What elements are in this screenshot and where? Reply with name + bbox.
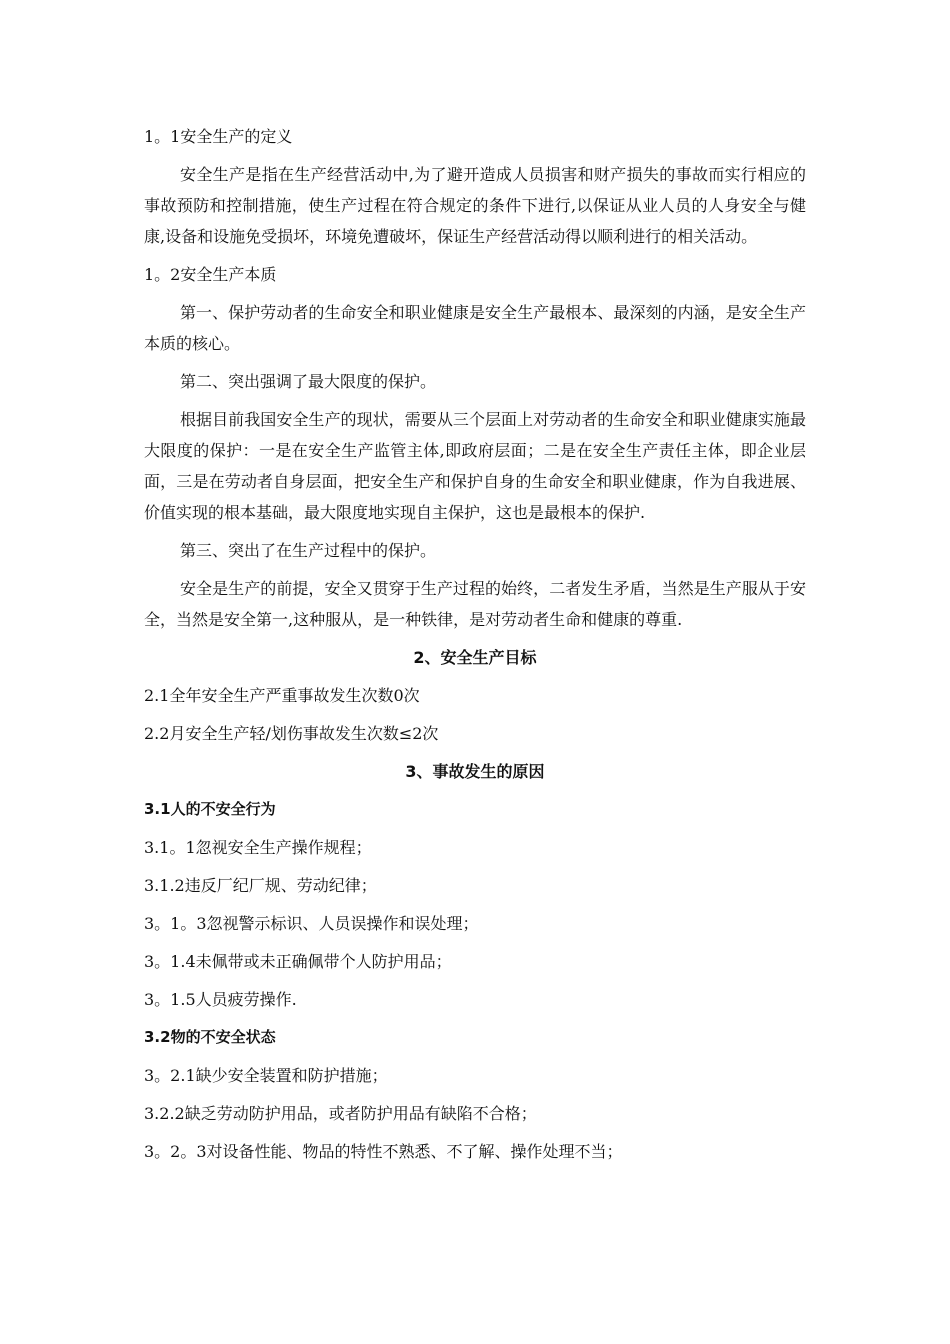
section-1-2-paragraph-1: 第一、保护劳动者的生命安全和职业健康是安全生产最根本、最深刻的内涵，是安全生产本质的核心。	[144, 303, 806, 353]
list-item: 3。1.4未佩带或未正确佩带个人防护用品；	[144, 952, 452, 971]
section-1-1-title: 1。1安全生产的定义	[144, 127, 293, 146]
section-3-1-heading: 3.1人的不安全行为	[144, 800, 276, 818]
section-1-2-paragraph-4: 第三、突出了在生产过程中的保护。	[180, 541, 437, 560]
list-item: 3。1。3忽视警示标识、人员误操作和误处理；	[144, 914, 479, 933]
list-item: 3.1.2违反厂纪厂规、劳动纪律；	[144, 876, 377, 895]
section-1-2-paragraph-2: 第二、突出强调了最大限度的保护。	[180, 372, 437, 391]
section-1-2-title: 1。2安全生产本质	[144, 265, 277, 284]
section-2-item-2: 2.2月安全生产轻/划伤事故发生次数≤2次	[144, 724, 439, 743]
section-3-heading: 3、事故发生的原因	[405, 762, 545, 781]
list-item: 3。2.1缺少安全装置和防护措施；	[144, 1066, 388, 1085]
section-3-2-heading: 3.2物的不安全状态	[144, 1028, 276, 1046]
list-item: 3.1。1忽视安全生产操作规程；	[144, 838, 372, 857]
document-body	[144, 121, 806, 1174]
list-item: 3.2.2缺乏劳动防护用品，或者防护用品有缺陷不合格；	[144, 1104, 537, 1123]
list-item: 3。1.5人员疲劳操作.	[144, 990, 297, 1009]
section-1-1-body: 安全生产是指在生产经营活动中,为了避开造成人员损害和财产损失的事故而实行相应的事故预防和控制措施，使生产过程在符合规定的条件下进行,以保证从业人员的人身安全与健康,设备和设施免受损坏，环境免遭破坏，保证生产经营活动得以顺利进行的相关活动。	[144, 165, 806, 246]
section-2-item-1: 2.1全年安全生产严重事故发生次数0次	[144, 686, 420, 705]
section-1-2-paragraph-5: 安全是生产的前提，安全又贯穿于生产过程的始终，二者发生矛盾，当然是生产服从于安全，当然是安全第一,这种服从，是一种铁律，是对劳动者生命和健康的尊重.	[144, 579, 806, 629]
section-1-2-paragraph-3: 根据目前我国安全生产的现状，需要从三个层面上对劳动者的生命安全和职业健康实施最大限度的保护：一是在安全生产监管主体,即政府层面；二是在安全生产责任主体，即企业层面，三是在劳动者自身层面，把安全生产和保护自身的生命安全和职业健康，作为自我进展、价值实现的根本基础，最大限度地实现自主保护，这也是最根本的保护.	[144, 410, 806, 522]
list-item: 3。2。3对设备性能、物品的特性不熟悉、不了解、操作处理不当；	[144, 1142, 623, 1161]
section-2-heading: 2、安全生产目标	[413, 648, 537, 667]
